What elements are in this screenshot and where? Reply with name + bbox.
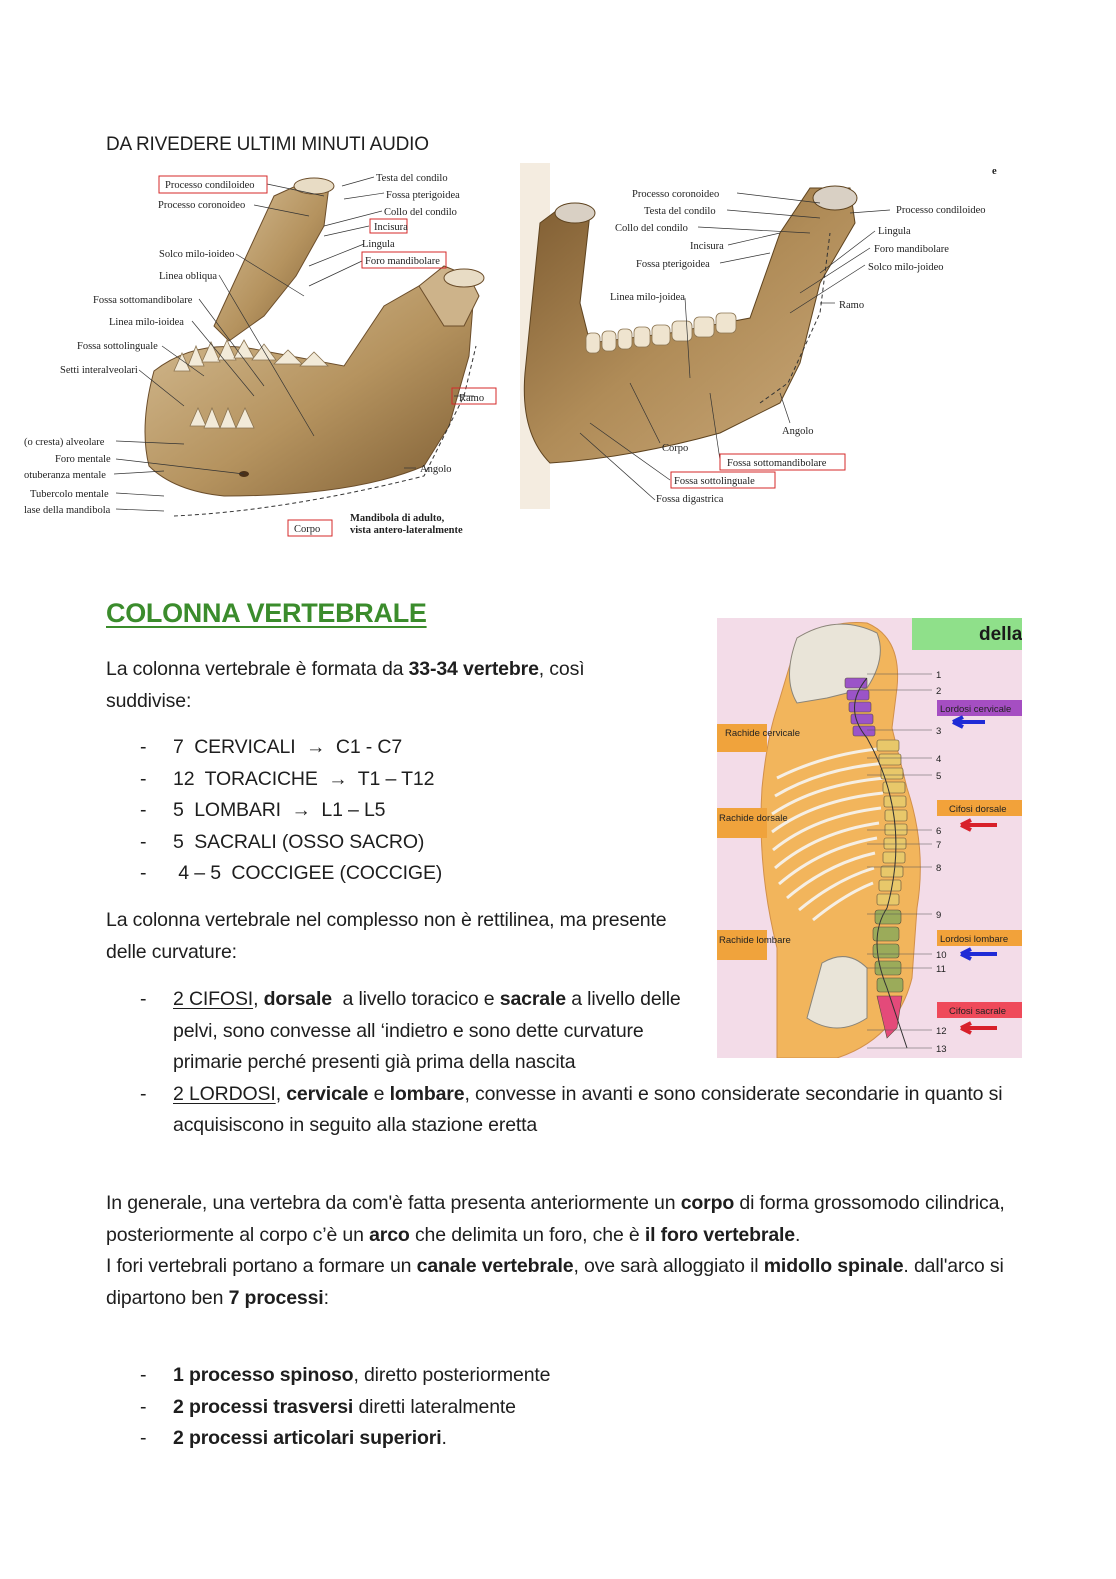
rachide-dorsale-label: Rachide dorsale [719,813,788,824]
right-label: Testa del condilo [644,206,716,217]
left-label: Processo condiloideo [165,180,255,191]
mandible-right-figure [520,163,1010,509]
left-label: Foro mandibolare [365,256,440,267]
mandible-left-figure [24,166,502,542]
cifosi-bold: sacrale [499,988,566,1010]
left-label: Lingula [362,239,395,250]
intro-bold: 33-34 vertebre [408,658,539,680]
left-label: Testa del condilo [376,173,448,184]
cifosi-term: 2 CIFOSI [173,988,254,1010]
right-label: Corpo [662,443,689,454]
list-item: - 2 processi trasversi diretti lateralmente [106,1392,806,1424]
left-label: Collo del condilo [384,207,457,218]
lordosi-lombare-label: Lordosi lombare [940,934,1009,945]
right-label: Fossa pterigoidea [636,259,710,270]
vertebra-number: 9 [936,910,942,921]
vertebra-number: 12 [936,1026,947,1037]
left-caption: Mandibola di adulto, [350,513,445,524]
spine-figure [717,618,1022,1058]
list-item: - 5 LOMBARI → L1 – L5 [106,795,666,827]
list-item: - 1 processo spinoso, diretto posteriormente [106,1360,806,1392]
intro-text: La colonna vertebrale è formata da [106,658,409,680]
cifosi-sacrale-label: Cifosi sacrale [949,1006,1007,1017]
left-label: Fossa pterigoidea [386,190,460,201]
right-label: Solco milo-joideo [868,262,944,273]
left-label: lase della mandibola [24,505,111,516]
right-corner-mark: e [992,166,997,177]
lordosi-bold: cervicale [286,1082,369,1105]
left-label: Ramo [459,393,485,404]
right-label: Fossa sottolinguale [674,476,755,487]
right-label: Processo coronoideo [632,189,720,200]
right-label: Collo del condilo [615,223,688,234]
left-label: Fossa sottolinguale [77,341,158,352]
lordosi-bold: lombare [389,1082,465,1105]
right-label: Fossa sottomandibolare [727,458,827,469]
left-label: Processo coronoideo [158,200,246,211]
vertebra-number: 3 [936,726,942,737]
left-label: Linea milo-ioidea [109,317,184,328]
left-label: Setti interalveolari [60,365,138,376]
intro-text: , così suddivise: [106,658,585,712]
left-label: Tubercolo mentale [30,489,109,500]
vertebra-number: 7 [936,840,942,851]
spine-illustration [717,618,1022,1058]
right-label: Linea milo-joidea [610,292,685,303]
cifosi-dorsale-label: Cifosi dorsale [949,804,1007,815]
list-item: - 12 TORACICHE → T1 – T12 [106,764,666,796]
list-item: - 2 processi articolari superiori. [106,1423,806,1455]
left-caption: vista antero-lateralmente [350,525,463,536]
left-label: Angolo [420,464,452,475]
right-label: Foro mandibolare [874,244,949,255]
header-note: DA RIVEDERE ULTIMI MINUTI AUDIO [106,134,429,155]
right-label: Lingula [878,226,911,237]
rachide-lombare-label: Rachide lombare [719,935,791,946]
vertebra-number: 6 [936,826,942,837]
left-label: Incisura [374,222,408,233]
right-label: Processo condiloideo [896,205,986,216]
list-item: - 5 SACRALI (OSSO SACRO) [106,827,666,859]
spine-header: della [979,624,1022,645]
list-item: - 7 CERVICALI → C1 - C7 [106,732,666,764]
right-label: Incisura [690,241,724,252]
vertebra-description: In generale, una vertebra da com'è fatta presenta anteriormente un corpo di forma grossomodo cilindrica, posteriormente al corpo c’è un arco che delimita un foro, che è il foro vertebrale. I fori vertebrali portano a formare un canale vertebrale, ove sarà alloggiato il midollo spinale. dall'arco si dipartono ben 7 processi: [106,1192,1005,1309]
list-item-cifosi: - 2 CIFOSI, dorsale a livello toracico e sacrale a livello delle pelvi, sono convesse all ‘indietro e sono dette curvature primarie perché presenti già prima della nascita [106,984,698,1079]
mandible-right-illustration [520,163,1010,509]
left-label: Solco milo-ioideo [159,249,235,260]
left-label: Fossa sottomandibolare [93,295,193,306]
right-label: Angolo [782,426,814,437]
mandible-left-illustration [24,166,502,542]
vertebra-number: 1 [936,670,942,681]
left-label: Linea obliqua [159,271,218,282]
vertebra-number: 5 [936,771,942,782]
vertebra-number: 10 [936,950,947,961]
vertebra-number: 13 [936,1044,947,1055]
vertebra-number: 11 [936,964,946,975]
right-label: Ramo [839,300,865,311]
lordosi-cervicale-label: Lordosi cervicale [940,704,1012,715]
left-label: otuberanza mentale [24,470,106,481]
intro-paragraph [106,654,666,717]
cifosi-bold: dorsale [263,988,332,1010]
lordosi-term: 2 LORDOSI [173,1082,276,1105]
rachide-cervicale-label: Rachide cervicale [725,728,800,739]
section-title: COLONNA VERTEBRALE [106,598,427,628]
list-item: - 4 – 5 COCCIGEE (COCCIGE) [106,858,666,890]
right-label: Fossa digastrica [656,494,724,505]
vertebra-number: 4 [936,754,942,765]
left-label: (o cresta) alveolare [24,437,105,448]
left-label: Foro mentale [55,454,111,465]
vertebra-number: 8 [936,863,942,874]
vertebrae-groups-list [106,732,666,890]
processes-list [106,1360,806,1455]
vertebra-number: 2 [936,686,942,697]
curvature-intro: La colonna vertebrale nel complesso non è rettilinea, ma presente delle curvature: [106,909,667,963]
list-item-lordosi: - 2 LORDOSI, cervicale e lombare, convesse in avanti e sono considerate secondarie in quanto si acquisiscono in seguito alla stazione eretta [106,1079,1011,1142]
left-label: Corpo [294,524,321,535]
